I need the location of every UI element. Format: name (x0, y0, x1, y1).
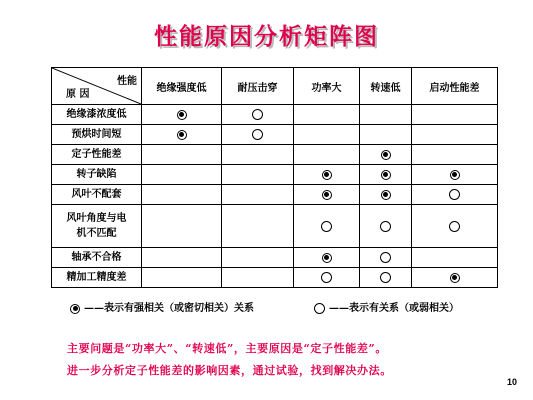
column-header: 耐压击穿 (222, 68, 294, 105)
table-row (52, 185, 498, 205)
legend-strong-label: ——表示有强相关（或密切相关）关系 (84, 303, 254, 314)
open-circle-icon (321, 221, 332, 232)
header-row (52, 68, 498, 105)
filled-circle-icon (177, 130, 187, 140)
row-label-line: 机不匹配 (76, 228, 117, 239)
table-row (52, 165, 498, 185)
open-circle-icon (449, 189, 460, 200)
matrix-cell (412, 105, 498, 125)
row-label-line: 风叶角度与电 (66, 213, 127, 224)
matrix-cell (412, 145, 498, 165)
table-row (52, 105, 498, 125)
matrix-cell (294, 205, 360, 248)
matrix-cell (360, 205, 412, 248)
page-title: 性能原因分析矩阵图 (154, 23, 379, 50)
matrix-cell (412, 185, 498, 205)
open-circle-icon (321, 272, 332, 283)
table-row (52, 268, 498, 288)
matrix-cell (142, 125, 222, 145)
open-circle-icon (380, 252, 391, 263)
table-row (52, 248, 498, 268)
matrix-cell (412, 165, 498, 185)
filled-circle-icon (70, 304, 80, 314)
matrix-cell (412, 268, 498, 288)
matrix-cell (222, 248, 294, 268)
filled-circle-icon (322, 190, 332, 200)
table-row (52, 205, 498, 248)
matrix-cell (142, 205, 222, 248)
matrix-cell (222, 205, 294, 248)
open-circle-icon (449, 221, 460, 232)
matrix-cell (294, 268, 360, 288)
open-circle-icon (380, 272, 391, 283)
row-label: 精加工精度差 (52, 268, 142, 288)
matrix-cell (222, 125, 294, 145)
legend-item-strong (70, 301, 254, 317)
row-label (52, 205, 142, 248)
matrix-cell (360, 185, 412, 205)
row-label: 绝缘漆浓度低 (52, 105, 142, 125)
legend-item-related (314, 301, 459, 317)
matrix-cell (142, 248, 222, 268)
matrix-cell (142, 105, 222, 125)
filled-circle-icon (322, 253, 332, 263)
matrix-cell (142, 165, 222, 185)
row-label: 风叶不配套 (52, 185, 142, 205)
matrix-cell (360, 248, 412, 268)
matrix-cell (142, 268, 222, 288)
conclusion-note: 主要问题是“功率大”、“转速低”，主要原因是“定子性能差”。 (67, 342, 387, 355)
filled-circle-icon (381, 150, 391, 160)
filled-circle-icon (177, 110, 187, 120)
matrix-cell (294, 165, 360, 185)
matrix-cell (222, 105, 294, 125)
matrix-cell (412, 125, 498, 145)
filled-circle-icon (450, 170, 460, 180)
open-circle-icon (380, 221, 391, 232)
filled-circle-icon (450, 273, 460, 283)
row-label: 预烘时间短 (52, 125, 142, 145)
matrix-cell (294, 145, 360, 165)
legend (70, 301, 510, 317)
next-step-note: 进一步分析定子性能差的影响因素，通过试验，找到解决办法。 (67, 364, 392, 377)
matrix-cell (294, 125, 360, 145)
open-circle-icon (314, 303, 325, 314)
table-row (52, 125, 498, 145)
open-circle-icon (252, 109, 263, 120)
column-header: 绝缘强度低 (142, 68, 222, 105)
filled-circle-icon (322, 170, 332, 180)
matrix-cell (142, 145, 222, 165)
page-number: 10 (507, 377, 518, 387)
matrix-body (52, 105, 498, 288)
matrix-cell (294, 105, 360, 125)
column-header: 启动性能差 (412, 68, 498, 105)
filled-circle-icon (381, 190, 391, 200)
filled-circle-icon (381, 170, 391, 180)
corner-label-cause: 原 因 (66, 89, 90, 100)
corner-label-performance: 性能 (117, 76, 137, 87)
table-row (52, 145, 498, 165)
legend-related-label: ——表示有关系（或弱相关） (329, 303, 459, 314)
matrix-table (51, 67, 498, 288)
column-header: 转速低 (360, 68, 412, 105)
matrix-cell (360, 165, 412, 185)
matrix-cell (412, 205, 498, 248)
matrix-cell (222, 145, 294, 165)
corner-header-cell (52, 68, 142, 105)
matrix-cell (222, 165, 294, 185)
matrix-cell (222, 185, 294, 205)
matrix-cell (360, 125, 412, 145)
matrix-cell (360, 145, 412, 165)
column-header: 功率大 (294, 68, 360, 105)
matrix-cell (222, 268, 294, 288)
matrix-cell (360, 105, 412, 125)
row-label: 轴承不合格 (52, 248, 142, 268)
matrix-cell (294, 248, 360, 268)
row-label: 转子缺陷 (52, 165, 142, 185)
matrix-cell (294, 185, 360, 205)
open-circle-icon (252, 129, 263, 140)
matrix-cell (360, 268, 412, 288)
matrix-cell (142, 185, 222, 205)
row-label: 定子性能差 (52, 145, 142, 165)
matrix-cell (412, 248, 498, 268)
